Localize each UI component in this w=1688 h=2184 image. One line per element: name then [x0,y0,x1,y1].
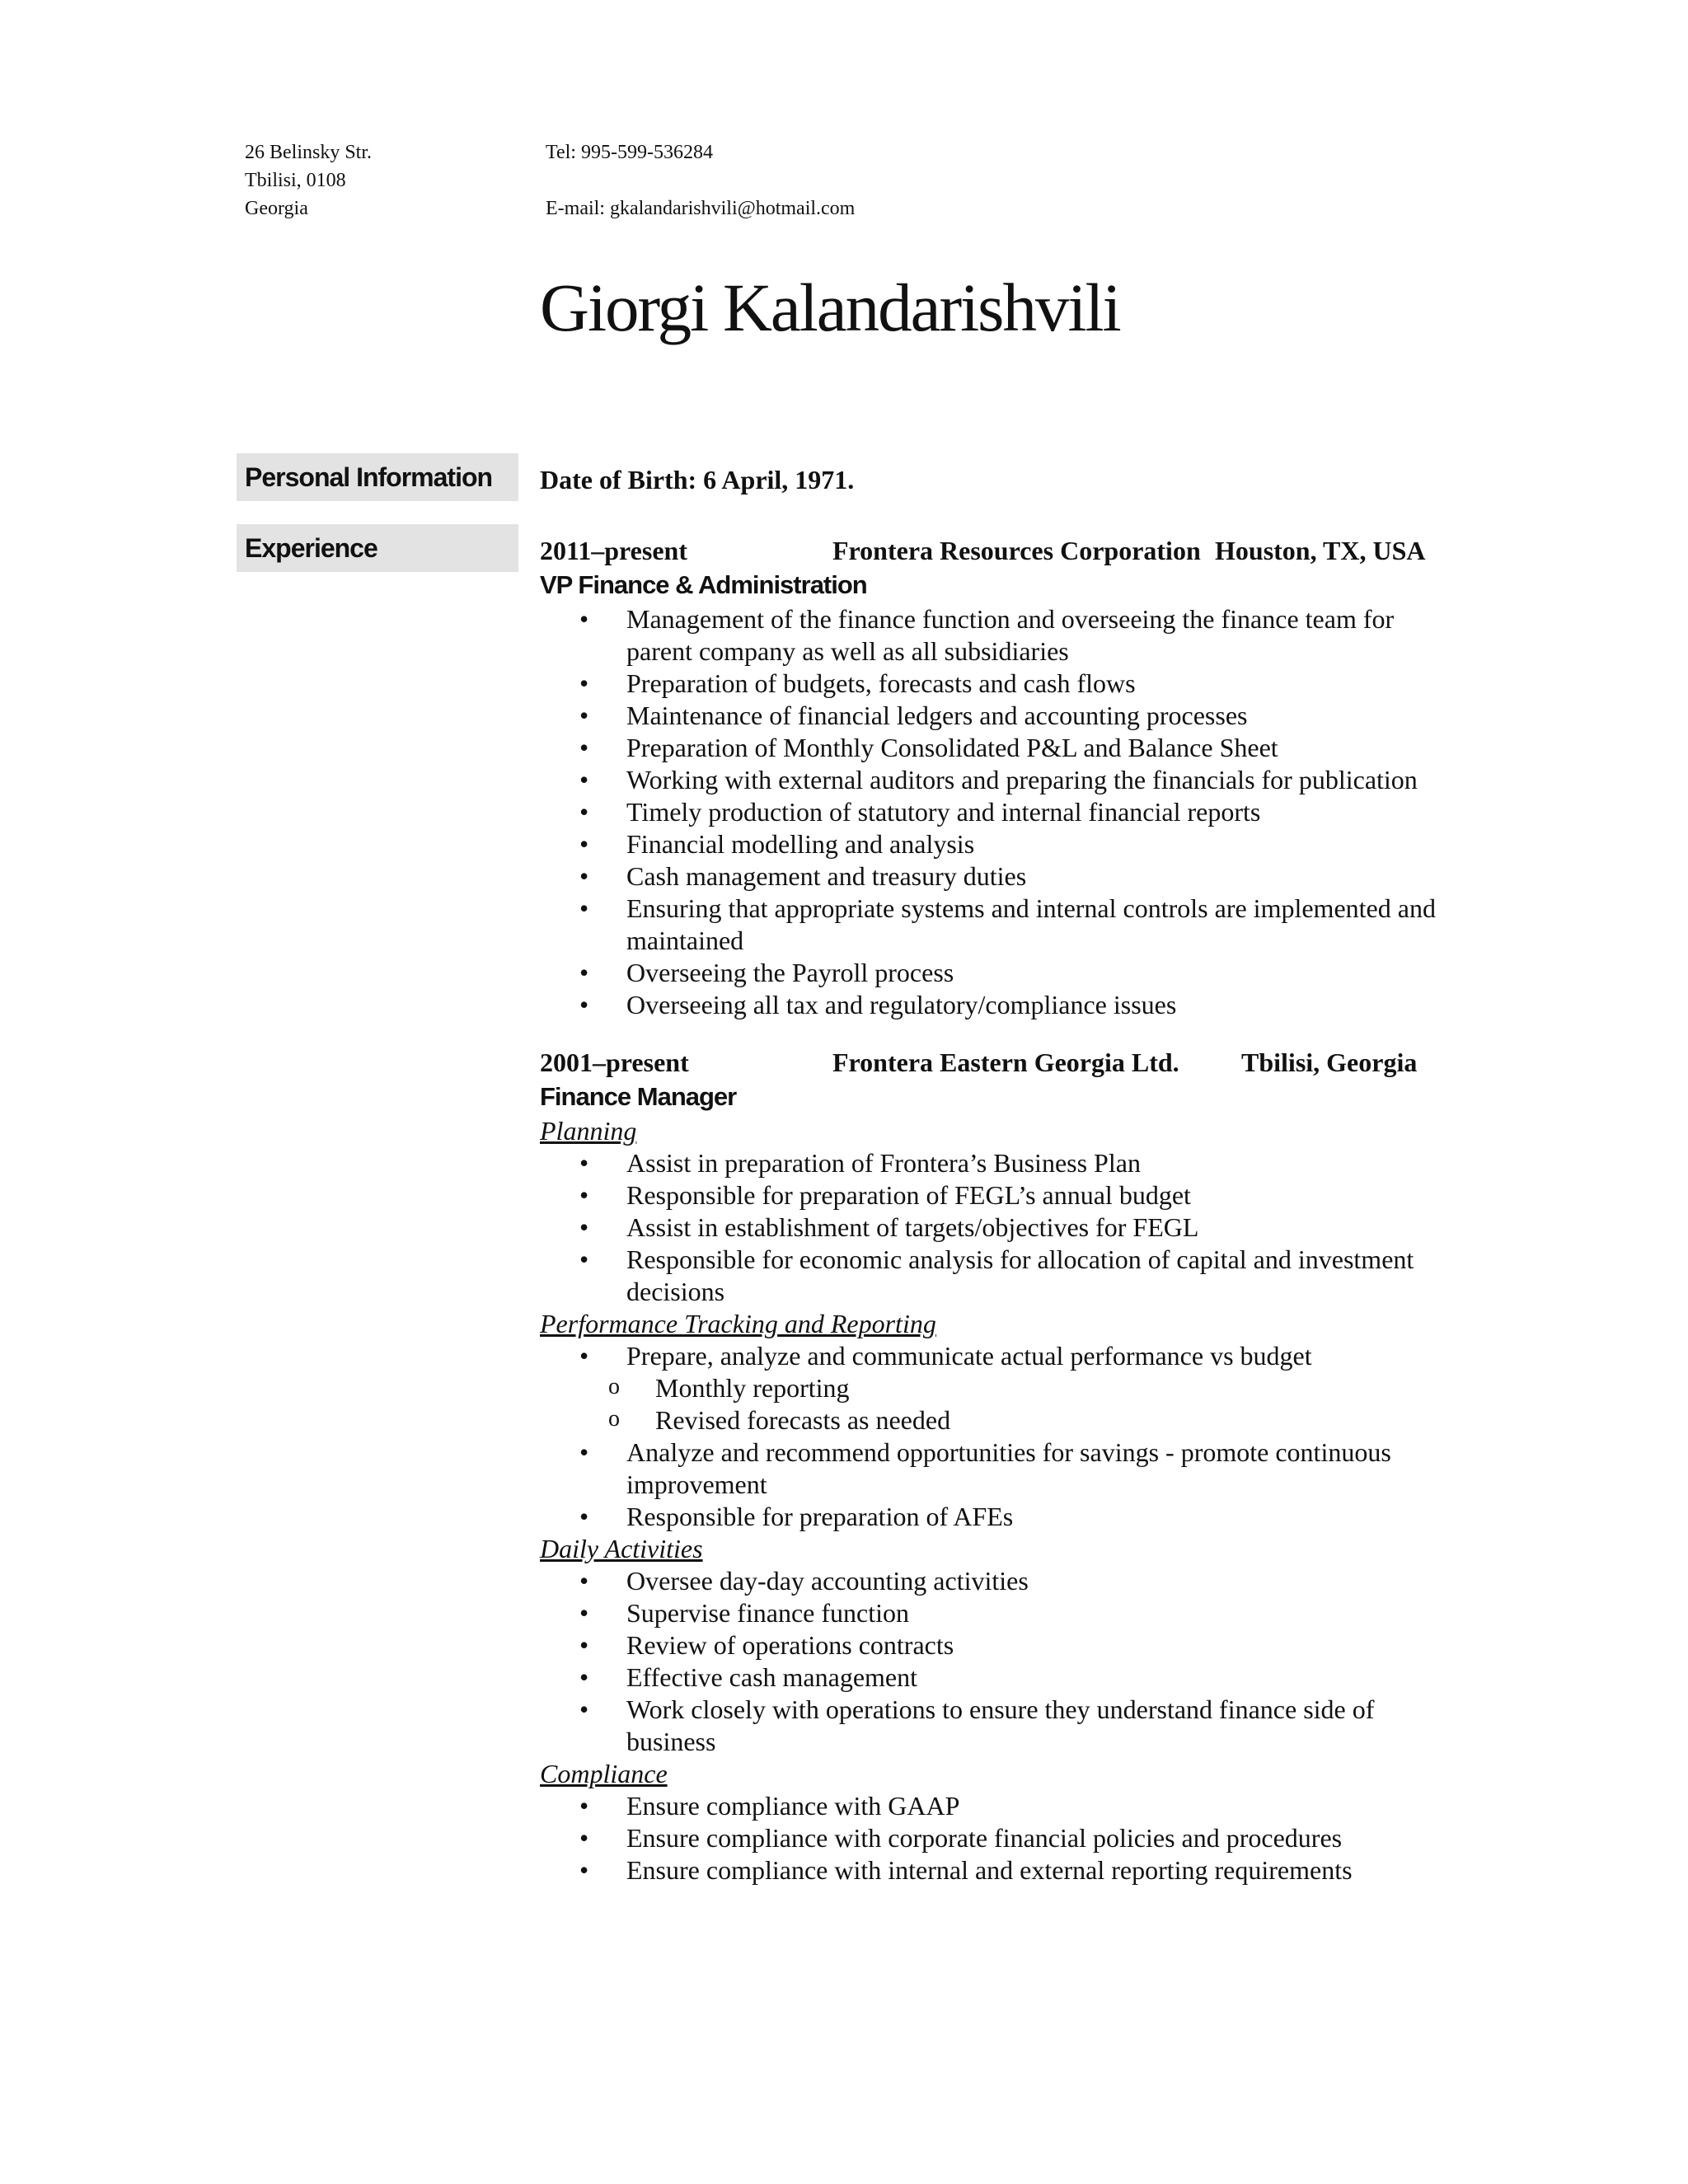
list-item: • Timely production of statutory and internal financial reports [540,796,1447,828]
list-item: • Preparation of Monthly Consolidated P&L and Balance Sheet [540,732,1447,764]
candidate-name: Giorgi Kalandarishvili [540,269,1120,345]
list-item: • Oversee day-day accounting activities [540,1565,1447,1597]
job-location: Tbilisi, Georgia [1241,1047,1418,1077]
list-item: • Responsible for economic analysis for allocation of capital and investment decisions [540,1244,1447,1308]
list-item: • Assist in preparation of Frontera’s Business Plan [540,1147,1447,1179]
contact-block [546,138,855,223]
list-item: • Review of operations contracts [540,1629,1447,1661]
address-block [245,138,372,223]
subheading-compliance: Compliance [540,1759,668,1788]
address-line-street: 26 Belinsky Str. [245,142,373,163]
list-item: • Working with external auditors and preparing the financials for publication [540,764,1447,796]
list-item: • Overseeing the Payroll process [540,957,1447,989]
job-company: Frontera Eastern Georgia Ltd. [832,1047,1179,1077]
section-label-personal-information: Personal Information [237,453,518,501]
list-item: • Supervise finance function [540,1597,1447,1629]
address-line-city: Tbilisi, 0108 [245,170,346,191]
subheading-daily-activities: Daily Activities [540,1534,703,1563]
subheading-performance-tracking: Performance Tracking and Reporting [540,1309,936,1338]
list-item: • Preparation of budgets, forecasts and cash flows [540,668,1447,700]
performance-list [540,1340,1447,1372]
section-label-experience: Experience [237,524,518,572]
list-item: • Assist in establishment of targets/objectives for FEGL [540,1212,1447,1244]
job-location: Houston, TX, USA [1215,536,1426,565]
list-item: • Work closely with operations to ensure they understand finance side of business [540,1694,1447,1758]
list-item: • Financial modelling and analysis [540,828,1447,860]
list-item: • Maintenance of financial ledgers and accounting processes [540,700,1447,732]
contact-phone: Tel: 995-599-536284 [546,142,713,163]
sub-list-item: o Revised forecasts as needed [540,1404,1447,1436]
list-item: • Ensuring that appropriate systems and internal controls are implemented and maintained [540,893,1447,957]
performance-list-continued [540,1436,1447,1533]
list-item: • Responsible for preparation of FEGL’s annual budget [540,1179,1447,1212]
list-item: • Ensure compliance with internal and external reporting requirements [540,1854,1447,1886]
job-entry-1 [540,534,1447,1021]
list-item: • Ensure compliance with GAAP [540,1790,1447,1822]
address-line-country: Georgia [245,198,308,219]
job-dates: 2011–present [540,536,687,565]
job-company: Frontera Resources Corporation [832,536,1201,565]
list-item: • Overseeing all tax and regulatory/compliance issues [540,989,1447,1021]
subheading-planning: Planning [540,1116,637,1146]
planning-list [540,1147,1447,1308]
list-item: • Management of the finance function and overseeing the finance team for parent company as well as all subsidiaries [540,603,1447,668]
job-duties-list [540,603,1447,1021]
daily-activities-list [540,1565,1447,1758]
list-item: • Prepare, analyze and communicate actual performance vs budget [540,1340,1447,1372]
performance-sub-list [540,1372,1447,1436]
contact-email: E-mail: gkalandarishvili@hotmail.com [546,198,856,219]
job-title: Finance Manager [540,1082,737,1111]
job-title: VP Finance & Administration [540,570,867,599]
list-item: • Ensure compliance with corporate financial policies and procedures [540,1822,1447,1854]
list-item: • Cash management and treasury duties [540,860,1447,893]
sub-list-item: o Monthly reporting [540,1372,1447,1404]
list-item: • Responsible for preparation of AFEs [540,1501,1447,1533]
job-entry-2 [540,1046,1447,1886]
date-of-birth: Date of Birth: 6 April, 1971. [540,465,855,494]
experience-content [540,534,1447,1886]
job-header [540,534,1447,567]
list-item: • Analyze and recommend opportunities for savings - promote continuous improvement [540,1436,1447,1501]
job-dates: 2001–present [540,1047,689,1077]
list-item: • Effective cash management [540,1661,1447,1694]
job-header [540,1046,1447,1079]
compliance-list [540,1790,1447,1886]
